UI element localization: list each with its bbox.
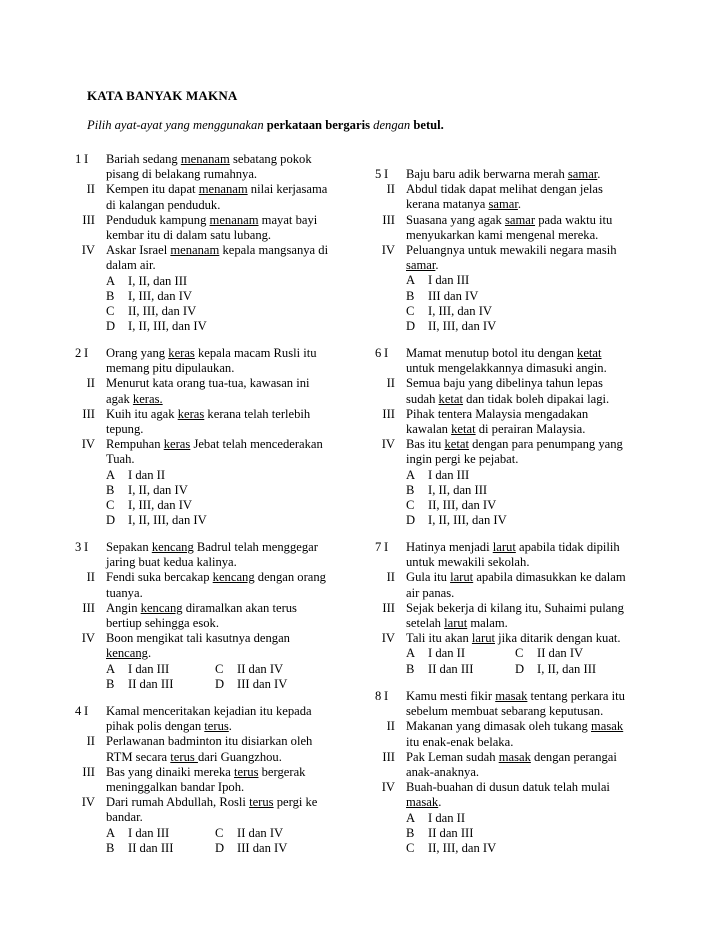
- statement-line: [375, 182, 675, 197]
- option-text: I, II, III, dan IV: [428, 513, 507, 528]
- option-letter: C: [406, 841, 415, 855]
- option-letter: D: [515, 661, 525, 676]
- statement-line: [75, 586, 375, 601]
- underlined-word: larut: [450, 570, 474, 585]
- answer-option: [375, 498, 675, 513]
- statement-line: [75, 616, 375, 631]
- answer-option: [75, 304, 375, 319]
- option-text: I, II, dan IV: [128, 482, 188, 497]
- statement-line: [375, 780, 675, 795]
- underlined-word: masak: [591, 719, 624, 734]
- statement-line: [375, 616, 675, 631]
- option-text: I dan III: [428, 467, 470, 482]
- statement-line: [375, 243, 675, 258]
- option-letter: B: [406, 482, 415, 497]
- instruction-part: dengan: [373, 118, 411, 132]
- statement-text: kawalan ketat di perairan Malaysia.: [406, 422, 586, 436]
- option-letter: B: [406, 825, 415, 840]
- statement-line: [75, 407, 375, 422]
- roman-numeral: IV: [381, 780, 395, 795]
- underlined-word: kencang: [151, 540, 194, 554]
- statement-line: [375, 689, 675, 704]
- statement-text: Penduduk kampung menanam mayat bayi: [106, 212, 318, 227]
- roman-numeral: III: [82, 212, 95, 227]
- statement-line: [375, 361, 675, 376]
- statement-line: [75, 182, 375, 197]
- underlined-word: masak: [495, 689, 528, 703]
- statement-text: itu enak-enak belaka.: [406, 734, 514, 749]
- option-text: I, III, dan IV: [128, 288, 192, 303]
- statement-line: [75, 570, 375, 585]
- option-letter: A: [106, 467, 116, 482]
- option-text: II, III, dan IV: [428, 498, 497, 512]
- roman-numeral: I: [384, 346, 389, 360]
- instruction-part: Pilih ayat-ayat yang menggunakan: [87, 118, 264, 132]
- answer-option: [375, 483, 675, 498]
- question-number: 8: [375, 689, 382, 703]
- statement-line: [375, 197, 675, 212]
- underlined-word: samar: [504, 212, 536, 227]
- answer-option: [75, 319, 375, 334]
- statement-text: Makanan yang dimasak oleh tukang masak: [406, 719, 624, 734]
- option-text: I dan II: [428, 646, 466, 661]
- answer-option: [375, 826, 675, 841]
- statement-text: tepung.: [106, 422, 144, 436]
- roman-numeral: III: [382, 212, 395, 227]
- roman-numeral: IV: [81, 631, 95, 646]
- answer-option: [375, 513, 675, 528]
- statement-text: bertiup sehingga esok.: [106, 616, 219, 630]
- statement-line: [375, 346, 675, 361]
- statement-line: [75, 555, 375, 570]
- option-letter: C: [106, 498, 115, 512]
- statement-text: Mamat menutup botol itu dengan ketat: [406, 346, 602, 360]
- option-text: I dan II: [428, 810, 466, 825]
- option-letter: C: [215, 661, 224, 676]
- option-text: I dan III: [428, 273, 470, 288]
- statement-text: tuanya.: [106, 585, 143, 600]
- roman-numeral: I: [84, 152, 89, 166]
- option-text: II, III, dan IV: [428, 319, 497, 333]
- statement-text: ingin pergi ke pejabat.: [406, 452, 519, 467]
- statement-line: [75, 361, 375, 376]
- statement-text: anak-anaknya.: [406, 765, 480, 779]
- statement-line: [375, 376, 675, 391]
- underlined-word: terus: [170, 749, 198, 764]
- statement-line: [75, 422, 375, 437]
- statement-text: pisang di belakang rumahnya.: [106, 167, 258, 182]
- statement-line: [375, 765, 675, 780]
- option-letter: B: [106, 288, 115, 303]
- roman-numeral: II: [86, 182, 95, 197]
- roman-numeral: III: [382, 600, 395, 615]
- roman-numeral: IV: [81, 243, 95, 258]
- statement-text: Bas itu ketat dengan para penumpang yang: [406, 437, 623, 452]
- option-letter: B: [106, 840, 115, 855]
- option-letter: A: [106, 825, 116, 840]
- statement-line: [375, 422, 675, 437]
- underlined-word: ketat: [451, 422, 476, 436]
- underlined-word: samar: [488, 197, 518, 212]
- statement-text: sudah ketat dan tidak boleh dipakai lagi.: [406, 391, 610, 406]
- statement-text: masak.: [406, 795, 442, 810]
- question-number: 1: [75, 152, 82, 166]
- underlined-word: samar: [567, 167, 598, 181]
- roman-numeral: II: [86, 376, 95, 391]
- statement-line: [375, 704, 675, 719]
- answer-option: [375, 304, 675, 319]
- answer-option: [75, 468, 375, 483]
- roman-numeral: IV: [81, 795, 95, 810]
- statement-line: [375, 213, 675, 228]
- statement-line: [75, 704, 375, 719]
- option-letter: C: [215, 825, 224, 840]
- statement-text: Semua baju yang dibelinya tahun lepas: [406, 376, 603, 391]
- answer-option: [375, 319, 675, 334]
- statement-text: Bas yang dinaiki mereka terus bergerak: [106, 764, 306, 779]
- statement-line: [375, 167, 675, 182]
- statement-line: [75, 376, 375, 391]
- option-text: I, II, dan III: [128, 273, 188, 288]
- statement-text: dalam air.: [106, 258, 156, 273]
- option-letter: C: [515, 646, 524, 661]
- option-text: III dan IV: [237, 840, 288, 855]
- question-number: 2: [75, 346, 82, 360]
- statement-line: [75, 228, 375, 243]
- answer-option: [375, 273, 675, 288]
- statement-line: [75, 392, 375, 407]
- statement-text: Boon mengikat tali kasutnya dengan: [106, 631, 290, 646]
- underlined-word: menanam: [198, 182, 248, 197]
- underlined-word: kencang: [106, 646, 148, 661]
- question-number: 3: [75, 540, 82, 554]
- statement-text: pihak polis dengan terus.: [106, 719, 232, 734]
- statement-line: [375, 437, 675, 452]
- answer-option: [75, 274, 375, 289]
- option-text: I, III, dan IV: [128, 498, 192, 512]
- roman-numeral: I: [84, 346, 89, 360]
- option-letter: A: [406, 467, 416, 482]
- option-letter: B: [406, 288, 415, 303]
- underlined-word: ketat: [438, 391, 464, 406]
- roman-numeral: III: [382, 406, 395, 421]
- statement-text: setelah larut malam.: [406, 616, 508, 630]
- statement-text: Askar Israel menanam kepala mangsanya di: [106, 243, 329, 258]
- statement-line: [375, 795, 675, 810]
- option-text: II dan III: [128, 840, 174, 855]
- statement-line: [375, 452, 675, 467]
- page-title: KATA BANYAK MAKNA: [87, 88, 238, 103]
- statement-text: RTM secara terus dari Guangzhou.: [106, 749, 282, 764]
- statement-line: [75, 795, 375, 810]
- statement-text: Rempuhan keras Jebat telah mencederakan: [106, 437, 323, 452]
- answer-option-row: [375, 646, 675, 661]
- underlined-word: terus: [204, 719, 229, 734]
- option-letter: B: [106, 676, 115, 691]
- answer-option-row: [75, 677, 375, 692]
- statement-text: Sejak bekerja di kilang itu, Suhaimi pulang: [406, 600, 624, 615]
- answer-option: [375, 468, 675, 483]
- underlined-word: keras: [163, 437, 191, 452]
- underlined-word: kencang: [212, 570, 255, 585]
- underlined-word: kencang: [140, 600, 183, 615]
- statement-text: Gula itu larut apabila dimasukkan ke dalam: [406, 570, 626, 585]
- answer-option: [75, 498, 375, 513]
- underlined-word: larut: [471, 631, 496, 646]
- option-letter: B: [406, 661, 415, 676]
- question-number: 6: [375, 346, 382, 360]
- statement-line: [75, 719, 375, 734]
- roman-numeral: I: [84, 540, 89, 554]
- question-number: 7: [375, 540, 382, 554]
- answer-option-row: [75, 841, 375, 856]
- option-text: I dan III: [128, 661, 170, 676]
- underlined-word: menanam: [209, 212, 259, 227]
- statement-line: [75, 198, 375, 213]
- option-letter: A: [106, 661, 116, 676]
- option-text: I, III, dan IV: [428, 303, 492, 318]
- underlined-word: samar: [406, 258, 436, 273]
- statement-line: [375, 407, 675, 422]
- statement-text: untuk mengelakkannya dimasuki angin.: [406, 361, 607, 376]
- statement-text: Hatinya menjadi larut apabila tidak dipilih: [406, 540, 620, 554]
- statement-line: [75, 734, 375, 749]
- statement-line: [75, 258, 375, 273]
- statement-line: [75, 601, 375, 616]
- underlined-word: menanam: [180, 152, 230, 166]
- statement-line: [375, 719, 675, 734]
- option-letter: B: [106, 482, 115, 497]
- instruction: [87, 118, 444, 133]
- option-letter: D: [106, 319, 116, 334]
- statement-line: [375, 631, 675, 646]
- option-text: II, III, dan IV: [428, 841, 497, 855]
- underlined-word: menanam: [170, 243, 220, 258]
- statement-text: Peluangnya untuk mewakili negara masih: [406, 243, 617, 257]
- statement-line: [75, 810, 375, 825]
- underlined-word: masak: [406, 795, 439, 810]
- statement-line: [75, 631, 375, 646]
- statement-line: [375, 750, 675, 765]
- statement-text: jaring buat kedua kalinya.: [106, 555, 237, 570]
- underlined-word: keras: [177, 406, 205, 421]
- option-text: I, II, III, dan IV: [128, 319, 207, 334]
- statement-line: [75, 243, 375, 258]
- statement-text: Baju baru adik berwarna merah samar.: [406, 167, 601, 181]
- statement-text: air panas.: [406, 585, 455, 600]
- statement-line: [75, 765, 375, 780]
- question-number: 4: [75, 704, 82, 718]
- statement-line: [75, 780, 375, 795]
- roman-numeral: II: [86, 570, 95, 585]
- answer-option: [375, 841, 675, 856]
- statement-text: agak keras.: [106, 391, 163, 406]
- statement-text: bandar.: [106, 810, 143, 825]
- statement-line: [375, 555, 675, 570]
- option-text: II dan IV: [537, 646, 584, 661]
- statement-text: Bariah sedang menanam sebatang pokok: [106, 152, 312, 166]
- statement-text: Abdul tidak dapat melihat dengan jelas: [406, 182, 603, 197]
- statement-text: Menurut kata orang tua-tua, kawasan ini: [106, 376, 310, 391]
- statement-line: [75, 167, 375, 182]
- option-letter: D: [106, 513, 116, 528]
- statement-line: [75, 213, 375, 228]
- option-letter: A: [406, 273, 416, 288]
- option-text: II dan III: [428, 661, 474, 676]
- statement-text: Tuah.: [106, 452, 135, 467]
- underlined-word: ketat: [444, 437, 469, 452]
- statement-text: Suasana yang agak samar pada waktu itu: [406, 212, 613, 227]
- answer-option: [75, 289, 375, 304]
- roman-numeral: II: [386, 182, 395, 197]
- statement-text: Tali itu akan larut jika ditarik dengan kuat.: [406, 631, 621, 646]
- option-text: II, III, dan IV: [128, 304, 197, 318]
- answer-option-row: [375, 662, 675, 677]
- roman-numeral: III: [82, 406, 95, 421]
- statement-text: Angin kencang diramalkan akan terus: [106, 600, 297, 615]
- statement-text: Dari rumah Abdullah, Rosli terus pergi ke: [106, 795, 318, 810]
- option-text: I dan II: [128, 467, 166, 482]
- statement-text: memang pitu dipulaukan.: [106, 361, 235, 376]
- roman-numeral: IV: [381, 631, 395, 646]
- underlined-word: terus: [249, 795, 274, 810]
- statement-text: Fendi suka bercakap kencang dengan orang: [106, 570, 326, 585]
- statement-text: Pak Leman sudah masak dengan perangai: [406, 749, 617, 764]
- statement-line: [375, 601, 675, 616]
- option-letter: C: [406, 303, 415, 318]
- statement-text: kerana matanya samar.: [406, 197, 522, 212]
- statement-text: kencang.: [106, 646, 152, 661]
- roman-numeral: IV: [81, 437, 95, 452]
- statement-text: Sepakan kencang Badrul telah menggegar: [106, 540, 318, 554]
- option-letter: D: [215, 676, 225, 691]
- underlined-word: keras: [168, 346, 195, 360]
- roman-numeral: III: [82, 600, 95, 615]
- option-text: II dan III: [128, 676, 174, 691]
- statement-text: menyukarkan kami mengenal mereka.: [406, 227, 599, 242]
- instruction-bold: betul.: [413, 118, 444, 132]
- statement-line: [375, 392, 675, 407]
- statement-text: Orang yang keras kepala macam Rusli itu: [106, 346, 317, 360]
- underlined-word: larut: [492, 540, 516, 554]
- option-text: I dan III: [128, 825, 170, 840]
- statement-text: sebelum membuat sebarang keputusan.: [406, 704, 604, 719]
- option-text: I, II, dan III: [537, 661, 597, 676]
- option-text: III dan IV: [237, 676, 288, 691]
- roman-numeral: I: [384, 540, 389, 554]
- roman-numeral: IV: [381, 243, 395, 257]
- roman-numeral: IV: [381, 437, 395, 452]
- option-text: II dan IV: [237, 661, 284, 676]
- roman-numeral: I: [384, 167, 389, 181]
- statement-line: [375, 586, 675, 601]
- statement-text: meninggalkan bandar Ipoh.: [106, 780, 245, 794]
- roman-numeral: I: [384, 689, 389, 703]
- option-letter: D: [406, 513, 416, 528]
- underlined-word: keras.: [132, 391, 163, 406]
- answer-option: [375, 289, 675, 304]
- answer-option: [75, 513, 375, 528]
- underlined-word: masak: [498, 749, 531, 764]
- statement-text: samar.: [406, 258, 439, 273]
- roman-numeral: II: [386, 376, 395, 391]
- underlined-word: larut: [444, 616, 468, 630]
- statement-line: [375, 735, 675, 750]
- underlined-word: terus: [234, 764, 259, 779]
- statement-line: [75, 646, 375, 661]
- statement-text: Pihak tentera Malaysia mengadakan: [406, 406, 589, 421]
- statement-text: Kuih itu agak keras kerana telah terlebih: [106, 406, 311, 421]
- option-text: II dan IV: [237, 825, 284, 840]
- statement-text: untuk mewakili sekolah.: [406, 555, 530, 570]
- roman-numeral: III: [82, 764, 95, 779]
- statement-text: Buah-buahan di dusun datuk telah mulai: [406, 780, 610, 795]
- statement-line: [75, 452, 375, 467]
- statement-text: Kamal menceritakan kejadian itu kepada: [106, 704, 312, 718]
- statement-line: [375, 570, 675, 585]
- option-letter: C: [406, 498, 415, 512]
- statement-text: Kempen itu dapat menanam nilai kerjasama: [106, 182, 328, 197]
- statement-line: [75, 152, 375, 167]
- roman-numeral: II: [386, 570, 395, 585]
- option-text: I, II, III, dan IV: [128, 513, 207, 528]
- option-text: II dan III: [428, 825, 474, 840]
- roman-numeral: II: [386, 719, 395, 734]
- answer-option: [375, 811, 675, 826]
- question-number: 5: [375, 167, 382, 181]
- option-text: I, II, dan III: [428, 482, 488, 497]
- statement-line: [75, 437, 375, 452]
- option-letter: A: [106, 273, 116, 288]
- answer-option: [75, 483, 375, 498]
- option-letter: D: [406, 319, 416, 333]
- statement-line: [75, 346, 375, 361]
- roman-numeral: III: [382, 749, 395, 764]
- statement-text: Kamu mesti fikir masak tentang perkara itu: [406, 689, 625, 703]
- statement-line: [75, 750, 375, 765]
- answer-option-row: [75, 662, 375, 677]
- option-letter: D: [215, 840, 225, 855]
- statement-line: [75, 540, 375, 555]
- statement-text: Perlawanan badminton itu disiarkan oleh: [106, 734, 313, 749]
- statement-text: kembar itu di dalam satu lubang.: [106, 228, 272, 242]
- instruction-bold: perkataan bergaris: [266, 118, 370, 132]
- option-letter: C: [106, 304, 115, 318]
- roman-numeral: II: [86, 734, 95, 749]
- statement-line: [375, 258, 675, 273]
- underlined-word: ketat: [577, 346, 602, 360]
- option-letter: A: [406, 810, 416, 825]
- option-letter: A: [406, 646, 416, 661]
- statement-line: [375, 540, 675, 555]
- roman-numeral: I: [84, 704, 89, 718]
- statement-line: [375, 228, 675, 243]
- option-text: III dan IV: [428, 288, 479, 303]
- statement-text: di kalangan penduduk.: [106, 197, 221, 212]
- answer-option-row: [75, 826, 375, 841]
